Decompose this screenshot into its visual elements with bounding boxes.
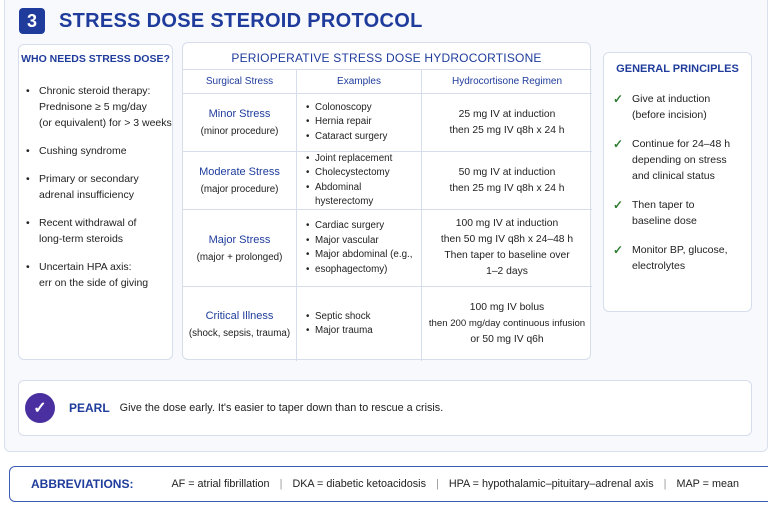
regimen-line: 100 mg IV at induction <box>455 218 559 229</box>
example-item: • Cataract surgery <box>303 130 421 145</box>
list-item <box>19 143 172 159</box>
stress-level: Moderate Stress <box>199 166 280 178</box>
list-item-line: err on the side of giving <box>39 277 149 289</box>
table-row <box>183 209 592 286</box>
regimen-line: or 50 mg IV q6h <box>470 334 544 345</box>
regimen-line: then 25 mg IV q8h x 24 h <box>449 182 565 194</box>
list-item <box>604 242 751 274</box>
list-item <box>604 91 751 123</box>
examples-cell <box>297 94 422 151</box>
list-item-line: Give at induction <box>632 93 711 105</box>
list-item-line: • Cushing syndrome <box>39 145 127 157</box>
list-item-line: Monitor BP, glucose, <box>632 244 728 256</box>
who-needs-list <box>19 83 172 291</box>
check-icon: ✓ <box>613 198 624 212</box>
section-header <box>19 6 423 36</box>
regimen-line: then 50 mg IV q8h x 24–48 h <box>440 234 574 245</box>
general-principles-card <box>603 52 752 312</box>
list-item-line: depending on stress <box>632 154 727 166</box>
abbreviation-separator: | <box>435 478 439 490</box>
dose-table <box>183 69 592 361</box>
check-icon: ✓ <box>613 243 624 257</box>
regimen-cell <box>422 210 592 286</box>
example-item: • Hernia repair <box>303 115 421 130</box>
example-item: • Cardiac surgery <box>303 219 421 234</box>
stress-description: (shock, sepsis, trauma) <box>188 327 291 339</box>
regimen-line: then 200 mg/day continuous infusion <box>428 318 586 329</box>
regimen-line: 25 mg IV at induction <box>458 108 556 120</box>
check-icon: ✓ <box>613 137 624 151</box>
list-item-line: and clinical status <box>632 170 715 182</box>
list-item <box>604 136 751 184</box>
list-item-line: • Primary or secondary <box>39 173 139 185</box>
list-item <box>604 197 751 229</box>
list-item-line: baseline dose <box>632 215 697 227</box>
abbreviation-item: MAP = mean <box>676 478 739 490</box>
list-item-line: Continue for 24–48 h <box>632 138 731 150</box>
checkmark-circle-icon: ✓ <box>25 393 55 423</box>
table-header-row <box>183 69 592 93</box>
column-header: Examples <box>297 70 422 93</box>
stress-description: (major procedure) <box>200 184 279 195</box>
list-item-line: • Recent withdrawal of <box>39 217 137 229</box>
stress-level: Critical Illness <box>205 309 274 322</box>
stress-cell <box>183 287 297 361</box>
hydrocortisone-table-card <box>182 42 591 360</box>
abbreviation-item: HPA = hypothalamic–pituitary–adrenal axis <box>448 478 654 490</box>
abbreviation-separator: | <box>279 478 283 490</box>
check-icon: ✓ <box>613 92 624 106</box>
pearl-label: PEARL <box>69 401 110 415</box>
example-item: • Abdominal hysterectomy <box>303 181 421 210</box>
regimen-line: 100 mg IV bolus <box>469 302 545 313</box>
page-title: STRESS DOSE STEROID PROTOCOL <box>59 9 423 32</box>
pearl-text: Give the dose early. It's easier to taper down than to rescue a crisis. <box>119 402 444 414</box>
table-row <box>183 286 592 361</box>
protocol-panel <box>4 0 768 452</box>
example-item-continuation <box>303 263 421 278</box>
principles-title: GENERAL PRINCIPLES <box>616 63 739 75</box>
abbreviations-bar <box>9 466 768 502</box>
regimen-line: 1–2 days <box>486 266 528 277</box>
abbreviations-label: ABBREVIATIONS: <box>31 477 134 491</box>
regimen-cell <box>422 94 592 151</box>
regimen-cell <box>422 152 592 209</box>
example-item: • Joint replacement <box>303 152 421 167</box>
list-item <box>19 215 172 247</box>
examples-cell <box>297 287 422 361</box>
list-item-line: (or equivalent) for > 3 weeks <box>39 117 172 129</box>
regimen-line: then 25 mg IV q8h x 24 h <box>449 124 565 136</box>
regimen-line: 50 mg IV at induction <box>458 166 556 178</box>
list-item-line: • Chronic steroid therapy: <box>39 85 151 97</box>
regimen-cell <box>422 287 592 361</box>
list-item-line: • Uncertain HPA axis: <box>39 261 132 273</box>
example-item: • Septic shock <box>303 310 421 325</box>
stress-level: Major Stress <box>208 233 271 246</box>
column-header: Surgical Stress <box>183 70 297 93</box>
table-row <box>183 93 592 151</box>
table-row <box>183 151 592 209</box>
stress-description: (major + prolonged) <box>196 251 283 263</box>
examples-cell <box>297 210 422 286</box>
list-item-line: adrenal insufficiency <box>39 189 134 201</box>
stress-cell <box>183 152 297 209</box>
example-item: • Cholecystectomy <box>303 166 421 181</box>
example-item: • Major vascular <box>303 234 421 249</box>
section-number-badge: 3 <box>19 8 45 34</box>
example-continuation-text: esophagectomy) <box>315 263 388 275</box>
stress-cell <box>183 210 297 286</box>
abbreviation-item: AF = atrial fibrillation <box>171 478 270 490</box>
list-item-line: Then taper to <box>632 199 695 211</box>
column-header: Hydrocortisone Regimen <box>451 76 563 87</box>
abbreviation-separator: | <box>663 478 667 490</box>
stress-level: Minor Stress <box>208 108 271 120</box>
example-item: • Major abdominal (e.g., <box>303 248 421 263</box>
list-item <box>19 259 172 291</box>
list-item <box>19 83 172 131</box>
example-item: • Colonoscopy <box>303 101 421 116</box>
list-item-line: electrolytes <box>632 260 686 272</box>
list-item <box>19 171 172 203</box>
who-needs-title: WHO NEEDS STRESS DOSE? <box>21 53 170 65</box>
regimen-line: Then taper to baseline over <box>444 250 570 261</box>
list-item-line: (before incision) <box>632 109 707 121</box>
list-item-line: long-term steroids <box>39 233 124 245</box>
stress-description: (minor procedure) <box>200 126 279 137</box>
stress-cell <box>183 94 297 151</box>
abbreviation-item: DKA = diabetic ketoacidosis <box>292 478 426 490</box>
table-title: PERIOPERATIVE STRESS DOSE HYDROCORTISONE <box>231 51 542 65</box>
examples-cell <box>297 152 422 209</box>
example-item: • Major trauma <box>303 324 421 339</box>
pearl-callout <box>18 380 752 436</box>
principles-list <box>604 91 751 274</box>
who-needs-card <box>18 44 173 360</box>
list-item-line: Prednisone ≥ 5 mg/day <box>39 101 147 113</box>
